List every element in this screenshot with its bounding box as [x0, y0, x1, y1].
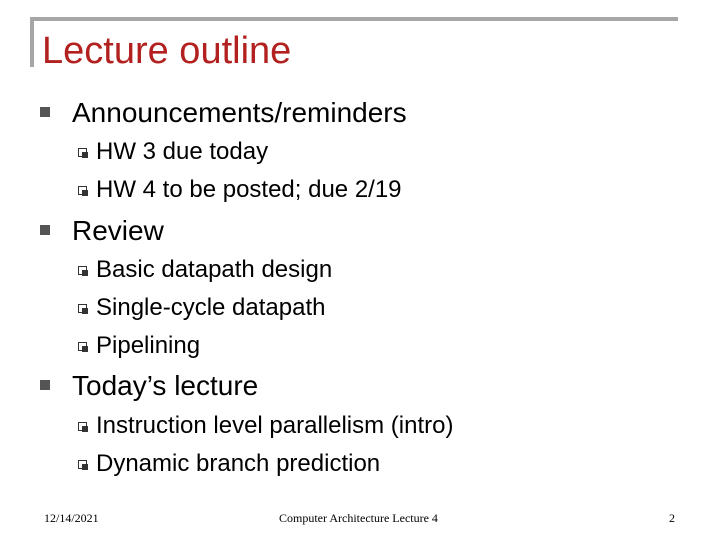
sub-item: Pipelining: [96, 332, 201, 359]
checkbox-bullet-icon: [78, 422, 87, 431]
square-bullet-icon: [40, 107, 50, 117]
checkbox-bullet-icon: [78, 266, 87, 275]
title-frame-top: [30, 17, 678, 21]
footer-course: Computer Architecture Lecture 4: [279, 511, 438, 525]
square-bullet-icon: [40, 380, 50, 390]
section-heading: Announcements/reminders: [72, 97, 407, 128]
square-bullet-icon: [40, 225, 50, 235]
section-heading: Today’s lecture: [72, 370, 259, 401]
checkbox-bullet-icon: [78, 148, 87, 157]
checkbox-bullet-icon: [78, 304, 87, 313]
footer-date: 12/14/2021: [44, 511, 99, 525]
sub-item: Basic datapath design: [96, 256, 333, 283]
sub-item: Single-cycle datapath: [96, 294, 326, 321]
sub-item: Dynamic branch prediction: [96, 450, 381, 477]
sub-item: HW 4 to be posted; due 2/19: [96, 176, 402, 203]
checkbox-bullet-icon: [78, 342, 87, 351]
section-heading: Review: [72, 215, 164, 246]
sub-item: HW 3 due today: [96, 138, 269, 165]
sub-item: Instruction level parallelism (intro): [96, 412, 454, 439]
checkbox-bullet-icon: [78, 460, 87, 469]
slide-title: Lecture outline: [42, 30, 292, 72]
checkbox-bullet-icon: [78, 186, 87, 195]
title-frame-left: [30, 17, 34, 67]
footer-page-number: 2: [669, 511, 675, 525]
